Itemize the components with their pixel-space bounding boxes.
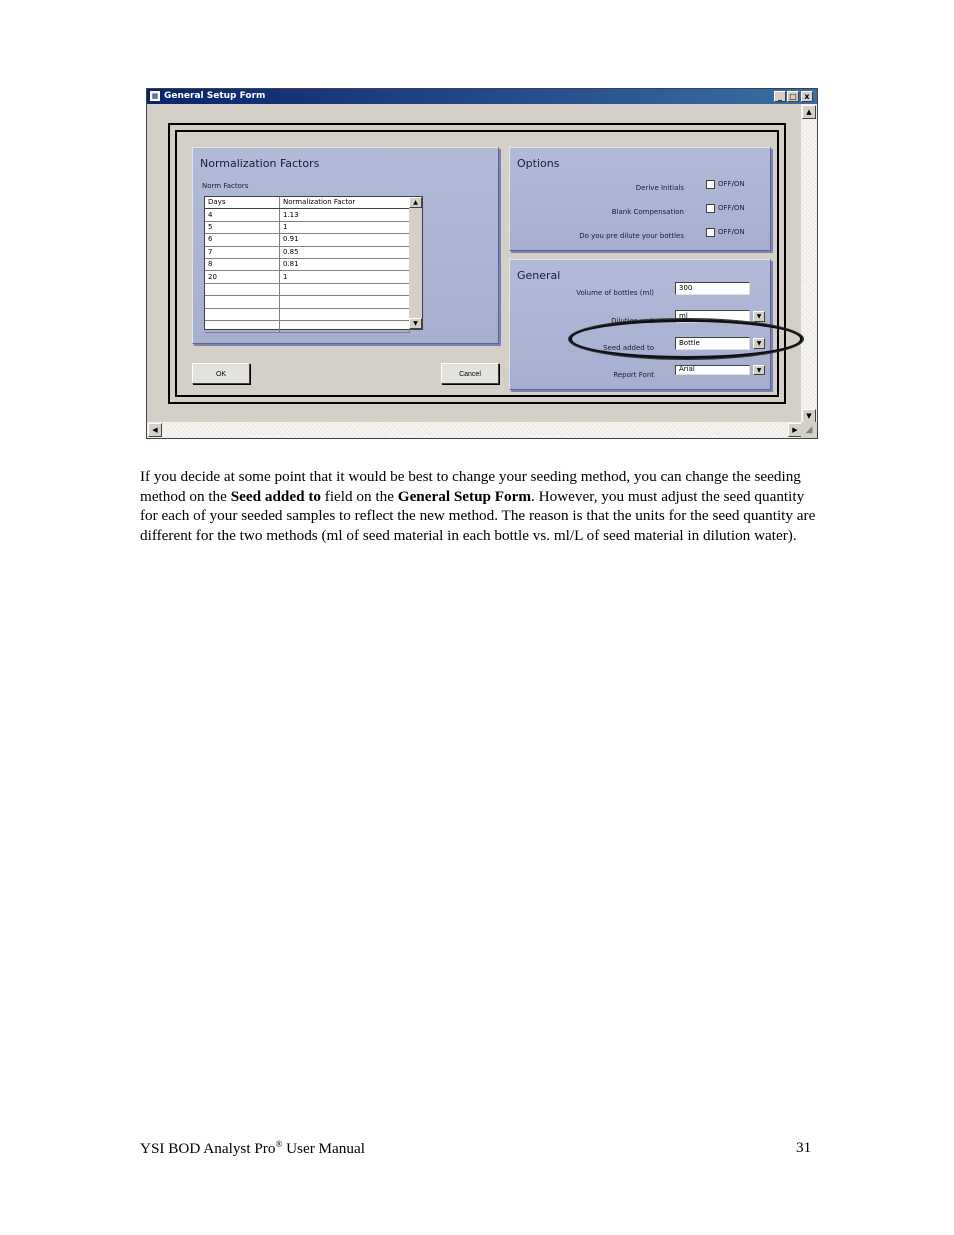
- factor-cell[interactable]: 1: [280, 221, 410, 233]
- derive-initials-toggle-text: OFF/ON: [718, 180, 745, 188]
- table-row[interactable]: [205, 320, 410, 332]
- blank-compensation-label: Blank Compensation: [611, 208, 684, 216]
- days-cell[interactable]: [205, 296, 280, 308]
- options-title: Options: [517, 157, 560, 170]
- footer-product: YSI BOD Analyst Pro: [140, 1140, 276, 1158]
- general-title: General: [517, 269, 561, 282]
- seed-added-label: Seed added to: [603, 344, 654, 352]
- table-row[interactable]: [205, 283, 410, 295]
- report-font-label: Report Font: [613, 371, 654, 379]
- table-scroll-up-icon[interactable]: ▲: [409, 197, 422, 208]
- table-row[interactable]: [205, 308, 410, 320]
- table-row[interactable]: [205, 296, 410, 308]
- footer-title: [140, 1139, 365, 1158]
- body-paragraph: [140, 467, 820, 545]
- table-scroll-down-icon[interactable]: ▼: [409, 318, 422, 329]
- volume-label: Volume of bottles (ml): [576, 289, 654, 297]
- blank-compensation-checkbox[interactable]: [706, 204, 715, 213]
- factor-cell[interactable]: 1.13: [280, 209, 410, 221]
- seed-added-term: Seed added to: [230, 487, 321, 505]
- volume-field[interactable]: 300: [675, 282, 750, 295]
- body-text-3: . However, you must adjust the seed quantity for each of your seeded samples to reflect the new method. The reason is that the units for the seed quantity are different for the two methods (ml of seed material in each bottle vs. ml/L of seed material in dilution water).: [140, 487, 816, 544]
- normalization-panel: [192, 147, 499, 344]
- seed-added-select[interactable]: Bottle: [675, 337, 750, 350]
- factor-cell[interactable]: 0.91: [280, 234, 410, 246]
- body-text-1: If you decide at some point that it would be best to change your seeding method, you can change the seeding method on the: [140, 468, 801, 505]
- derive-initials-checkbox[interactable]: [706, 180, 715, 189]
- body-text-2: field on the: [320, 487, 398, 505]
- title-bar[interactable]: [147, 89, 817, 104]
- table-row[interactable]: [205, 258, 410, 270]
- column-header-days: Days: [205, 197, 280, 209]
- close-button[interactable]: x: [801, 91, 813, 102]
- table-row[interactable]: [205, 234, 410, 246]
- horizontal-scrollbar[interactable]: [147, 422, 803, 438]
- factor-cell[interactable]: [280, 283, 410, 295]
- report-font-select[interactable]: Arial: [675, 365, 750, 375]
- dilution-dropdown-icon[interactable]: ▼: [753, 311, 765, 322]
- scroll-left-icon[interactable]: ◀: [148, 423, 162, 437]
- factor-cell[interactable]: [280, 296, 410, 308]
- days-cell[interactable]: 8: [205, 258, 280, 270]
- days-cell[interactable]: [205, 308, 280, 320]
- dilution-unit-label: Dilution unit: [611, 317, 654, 325]
- general-setup-window: [146, 88, 818, 439]
- footer-suffix: User Manual: [282, 1140, 365, 1158]
- general-setup-term: General Setup Form: [397, 487, 532, 505]
- factor-cell[interactable]: [280, 320, 410, 332]
- window-title: General Setup Form: [164, 91, 266, 101]
- days-cell[interactable]: [205, 283, 280, 295]
- maximize-button[interactable]: □: [787, 91, 799, 102]
- table-header-row: [205, 197, 410, 209]
- normalization-title: Normalization Factors: [200, 157, 320, 170]
- vertical-scrollbar[interactable]: [801, 104, 817, 424]
- minimize-button[interactable]: _: [774, 91, 786, 102]
- factor-cell[interactable]: [280, 308, 410, 320]
- scroll-right-icon[interactable]: ▶: [788, 423, 802, 437]
- table-row[interactable]: [205, 271, 410, 283]
- derive-initials-label: Derive Initials: [635, 184, 684, 192]
- seed-highlight-ellipse: [569, 319, 803, 359]
- norm-factors-label: Norm Factors: [202, 182, 249, 190]
- days-cell[interactable]: 5: [205, 221, 280, 233]
- form-frame: [168, 123, 786, 404]
- scroll-down-icon[interactable]: ▼: [802, 409, 816, 423]
- days-cell[interactable]: 20: [205, 271, 280, 283]
- table-row[interactable]: [205, 209, 410, 221]
- table-row[interactable]: [205, 221, 410, 233]
- resize-grip-icon[interactable]: ◢: [801, 422, 817, 438]
- options-panel: [509, 147, 771, 251]
- font-dropdown-icon[interactable]: ▼: [753, 365, 765, 375]
- factor-cell[interactable]: 0.81: [280, 258, 410, 270]
- days-cell[interactable]: [205, 320, 280, 332]
- pre-dilute-toggle-text: OFF/ON: [718, 228, 745, 236]
- blank-compensation-toggle-text: OFF/ON: [718, 204, 745, 212]
- days-cell[interactable]: 7: [205, 246, 280, 258]
- dilution-unit-select[interactable]: ml: [675, 310, 750, 323]
- page-number: 31: [796, 1139, 812, 1156]
- days-cell[interactable]: 4: [205, 209, 280, 221]
- pre-dilute-label: Do you pre dilute your bottles: [579, 232, 684, 240]
- app-icon: ▦: [151, 92, 159, 100]
- table-scrollbar[interactable]: [409, 197, 422, 329]
- seed-dropdown-icon[interactable]: ▼: [753, 338, 765, 349]
- registered-mark: ®: [275, 1139, 283, 1149]
- norm-factors-table[interactable]: [204, 196, 423, 330]
- factor-cell[interactable]: 1: [280, 271, 410, 283]
- days-cell[interactable]: 6: [205, 234, 280, 246]
- factor-cell[interactable]: 0.85: [280, 246, 410, 258]
- ok-button[interactable]: OK: [192, 363, 250, 384]
- column-header-factor: Normalization Factor: [280, 197, 410, 209]
- cancel-button[interactable]: Cancel: [441, 363, 499, 384]
- scroll-up-icon[interactable]: ▲: [802, 105, 816, 119]
- pre-dilute-checkbox[interactable]: [706, 228, 715, 237]
- table-row[interactable]: [205, 246, 410, 258]
